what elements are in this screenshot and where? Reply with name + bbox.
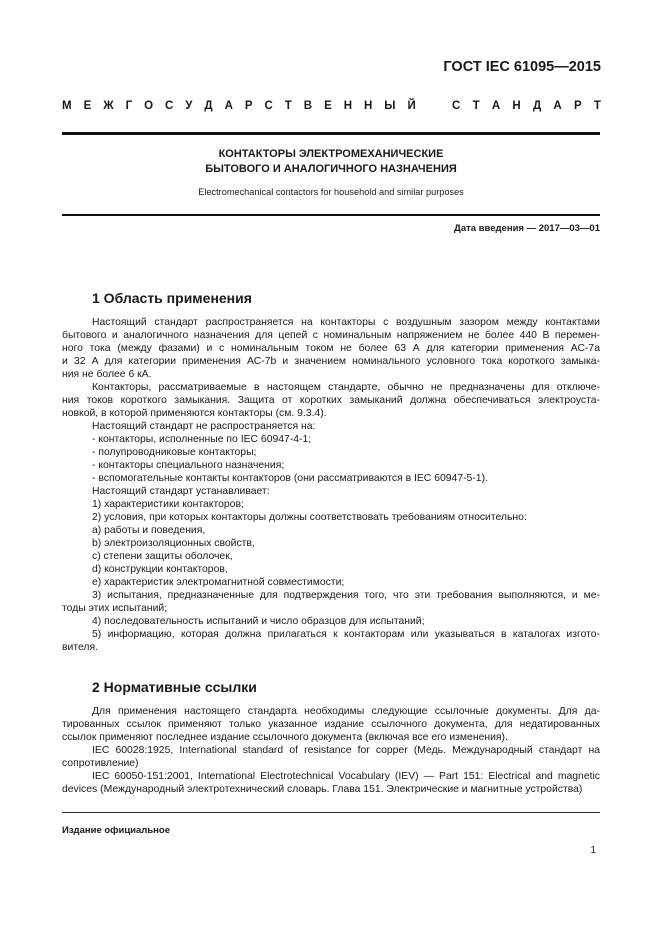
text-line: - контакторы специального назначения; xyxy=(92,460,285,471)
text-line: ссылок применяют последнее издание ссылочного документа (включая все его изменения). xyxy=(62,732,508,743)
title-line-2: БЫТОВОГО И АНАЛОГИЧНОГО НАЗНАЧЕНИЯ xyxy=(205,163,457,175)
spaced-letter: С xyxy=(264,100,273,112)
spaced-letter: Н xyxy=(363,100,373,112)
text-line: 3) испытания, предназначенные для подтверждения того, что эти требования выполняются, и ме- xyxy=(92,590,600,601)
edition-label: Издание официальное xyxy=(62,825,170,836)
paragraph xyxy=(62,563,600,576)
spaced-letter: Е xyxy=(324,100,332,112)
text-line: тированных ссылок применяют только указанное издание ссылочного документа, для недатированных xyxy=(62,719,600,730)
paragraph xyxy=(62,744,600,770)
text-line: IEC 60050-151:2001, International Electrotechnical Vocabulary (IEV) — Part 151: Electrical and magnetic xyxy=(92,771,600,782)
text-line: вителя. xyxy=(62,642,98,653)
spaced-letter: Ж xyxy=(103,100,114,112)
spaced-letter: Р xyxy=(573,100,582,112)
paragraph xyxy=(62,381,600,420)
text-line: бытового и аналогичного назначения для цепей с номинальным напряжением не более 440 В перемен- xyxy=(62,330,600,341)
spaced-letter: С xyxy=(452,100,461,112)
section-2-body xyxy=(62,705,600,796)
text-line: e) характеристик электромагнитной совместимости; xyxy=(92,577,345,588)
spaced-letter: Г xyxy=(125,100,133,112)
category-word-1 xyxy=(62,100,416,114)
paragraph xyxy=(62,576,600,589)
spaced-letter: А xyxy=(224,100,233,112)
text-line: Настоящий стандарт распространяется на контакторы с воздушным зазором между контактами xyxy=(92,317,600,328)
text-line: ного тока (между фазами) и с номинальным током не более 63 А для категории применения АС-7а xyxy=(62,343,600,354)
text-line: ния токов короткого замыкания. Защита от коротких замыканий должна обеспечиваться электроуста- xyxy=(62,395,600,406)
footer-divider xyxy=(62,812,600,813)
paragraph xyxy=(62,628,600,654)
spaced-letter: Т xyxy=(472,100,480,112)
text-line: devices (Международный электротехнический словарь. Глава 151. Электрические и магнитные устройства) xyxy=(62,784,583,795)
text-line: - вспомогательные контакты контакторов (они рассматриваются в IEC 60947-5-1). xyxy=(92,473,488,484)
text-line: сопротивление) xyxy=(62,758,139,769)
spaced-letter: У xyxy=(185,100,193,112)
text-line: - полупроводниковые контакторы; xyxy=(92,447,257,458)
effective-date: Дата введения — 2017—03—01 xyxy=(454,223,600,234)
paragraph xyxy=(62,446,600,459)
text-line: и 32 А для категории применения АС-7b и значением номинального условного тока короткого замыка- xyxy=(62,356,600,367)
spaced-letter: А xyxy=(491,100,501,112)
section-1-body xyxy=(62,316,600,654)
text-line: c) степени защиты оболочек, xyxy=(92,551,233,562)
text-line: 4) последовательность испытаний и число образцов для испытаний; xyxy=(92,616,425,627)
paragraph xyxy=(62,459,600,472)
document-code: ГОСТ IEC 61095—2015 xyxy=(443,59,601,75)
paragraph xyxy=(62,524,600,537)
text-line: новкой, в которой применяются контакторы (см. 9.3.4). xyxy=(62,408,327,419)
title-line-1: КОНТАКТОРЫ ЭЛЕКТРОМЕХАНИЧЕСКИЕ xyxy=(218,148,444,160)
spaced-letter: Р xyxy=(244,100,253,112)
text-line: тоды этих испытаний; xyxy=(62,603,168,614)
spaced-letter: Д xyxy=(204,100,213,112)
text-line: IEC 60028:1925, International standard of resistance for copper (Медь. Международный стандарт на xyxy=(92,745,600,756)
text-line: ния не более 6 кА. xyxy=(62,369,152,380)
spaced-letter: Т xyxy=(284,100,292,112)
spaced-letter: М xyxy=(62,100,72,112)
paragraph xyxy=(62,498,600,511)
paragraph xyxy=(62,485,600,498)
text-line: 2) условия, при которых контакторы должны соответствовать требованиям относительно: xyxy=(92,512,527,523)
text-line: 1) характеристики контакторов; xyxy=(92,499,244,510)
spaced-letter: Т xyxy=(593,100,601,112)
paragraph xyxy=(62,550,600,563)
paragraph xyxy=(62,472,600,485)
spaced-letter: Ы xyxy=(384,100,396,112)
spaced-letter: Е xyxy=(83,100,92,112)
spaced-letter: Д xyxy=(532,100,542,112)
spaced-letter: О xyxy=(144,100,154,112)
english-title: Electromechanical contactors for household and similar purposes xyxy=(198,187,464,197)
top-divider xyxy=(62,132,600,135)
paragraph xyxy=(62,420,600,433)
paragraph xyxy=(62,615,600,628)
spaced-letter: А xyxy=(553,100,562,112)
text-line: 5) информацию, которая должна прилагаться к контакторам или указываться в каталогах изгото- xyxy=(92,629,600,640)
text-line: b) электроизоляционных свойств, xyxy=(92,538,255,549)
spaced-letter: Н xyxy=(512,100,521,112)
page-number: 1 xyxy=(590,845,596,856)
section-2-heading: 2 Нормативные ссылки xyxy=(92,679,257,695)
spaced-letter: В xyxy=(303,100,313,112)
paragraph xyxy=(62,705,600,744)
document-title xyxy=(62,147,600,177)
text-line: - контакторы, исполненные по IEC 60947-4-1; xyxy=(92,434,312,445)
spaced-letter: Н xyxy=(343,100,353,112)
text-line: Контакторы, рассматриваемые в настоящем стандарте, обычно не предназначены для отключе- xyxy=(92,382,600,393)
paragraph xyxy=(62,537,600,550)
paragraph xyxy=(62,589,600,615)
text-line: Для применения настоящего стандарта необходимы следующие ссылочные документы. Для да- xyxy=(92,706,600,717)
paragraph xyxy=(62,433,600,446)
text-line: Настоящий стандарт не распространяется на: xyxy=(92,421,316,432)
spaced-letter: Й xyxy=(407,100,416,112)
category-word-2 xyxy=(452,100,601,114)
text-line: Настоящий стандарт устанавливает: xyxy=(92,486,270,497)
section-1-heading: 1 Область применения xyxy=(92,290,252,306)
title-divider xyxy=(62,214,600,216)
text-line: d) конструкции контакторов, xyxy=(92,564,228,575)
paragraph xyxy=(62,316,600,381)
text-line: a) работы и поведения, xyxy=(92,525,206,536)
paragraph xyxy=(62,511,600,524)
spaced-letter: С xyxy=(165,100,174,112)
paragraph xyxy=(62,770,600,796)
